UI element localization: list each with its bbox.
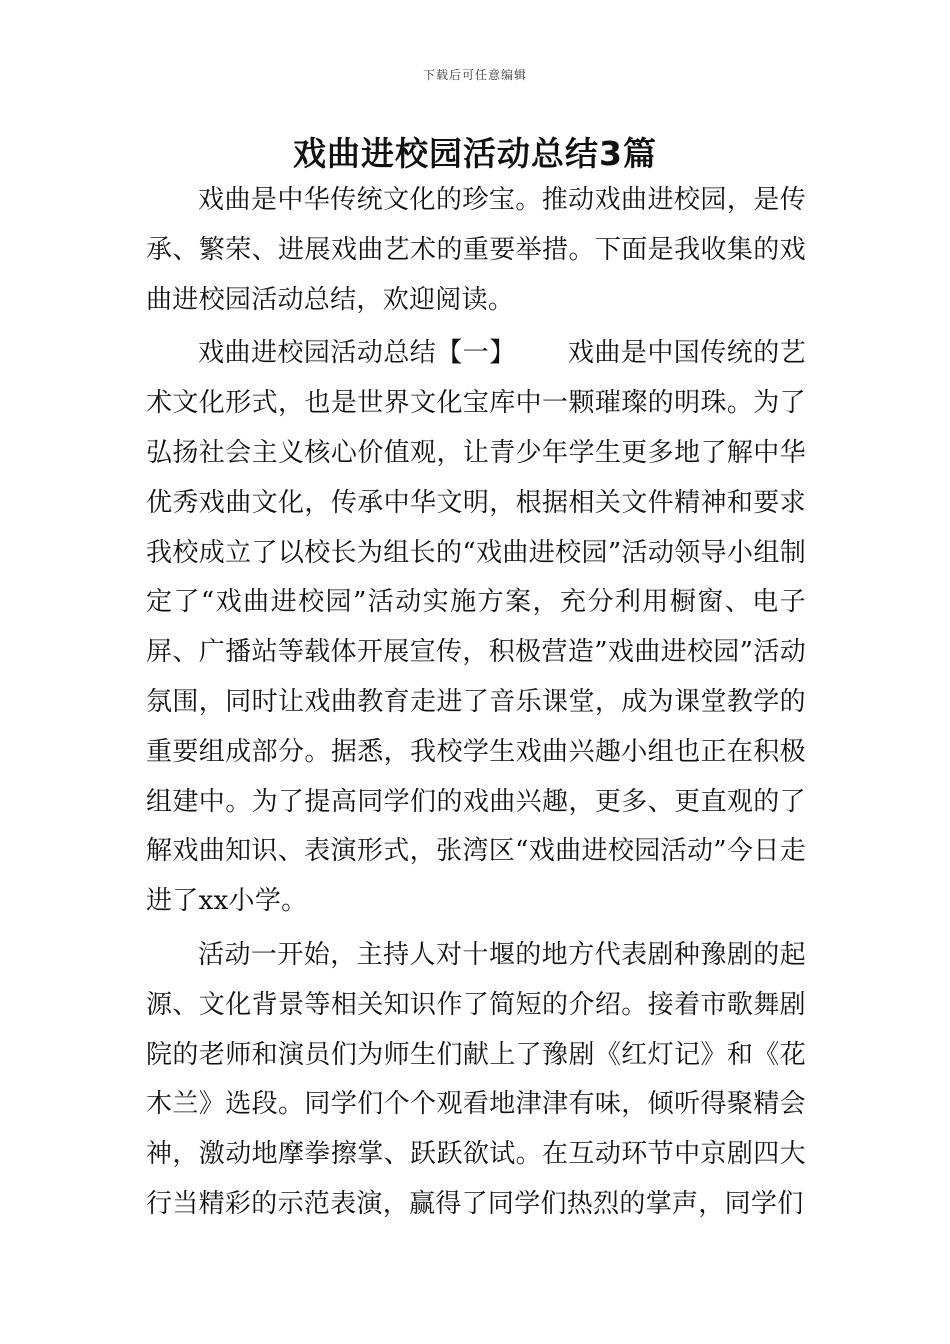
intro-paragraph: 戏曲是中华传统文化的珍宝。推动戏曲进校园，是传承、繁荣、进展戏曲艺术的重要举措。下面是我收集的戏曲进校园活动总结，欢迎阅读。 [146,185,806,315]
document-body [146,176,806,1230]
document-title: 戏曲进校园活动总结3篇 [293,134,657,173]
section-one-body: 戏曲是中国传统的艺术文化形式，也是世界文化宝库中一颗璀璨的明珠。为了弘扬社会主义核心价值观，让青少年学生更多地了解中华优秀戏曲文化，传承中华文明，根据相关文件精神和要求我校成立了以校长为组长的“戏曲进校园”活动领导小组制定了“戏曲进校园”活动实施方案，充分利用橱窗、电子屏、广播站等载体开展宣传，积极营造”戏曲进校园”活动氛围，同时让戏曲教育走进了音乐课堂，成为课堂教学的重要组成部分。据悉，我校学生戏曲兴趣小组也正在积极组建中。为了提高同学们的戏曲兴趣，更多、更直观的了解戏曲知识、表演形式，张湾区“戏曲进校园活动”今日走进了xx小学。 [146,338,806,917]
activity-paragraph: 活动一开始，主持人对十堰的地方代表剧种豫剧的起源、文化背景等相关知识作了简短的介绍。接着市歌舞剧院的老师和演员们为师生们献上了豫剧《红灯记》和《花木兰》选段。同学们个个观看地津津有味，倾听得聚精会神，激动地摩拳擦掌、跃跃欲试。在互动环节中京剧四大行当精彩的示范表演，赢得了同学们热烈的掌声，同学们 [146,939,806,1219]
section-one-heading: 戏曲进校园活动总结【一】 [198,338,516,369]
header-note: 下载后可任意编辑 [422,68,527,82]
section-one-paragraph [146,329,806,927]
